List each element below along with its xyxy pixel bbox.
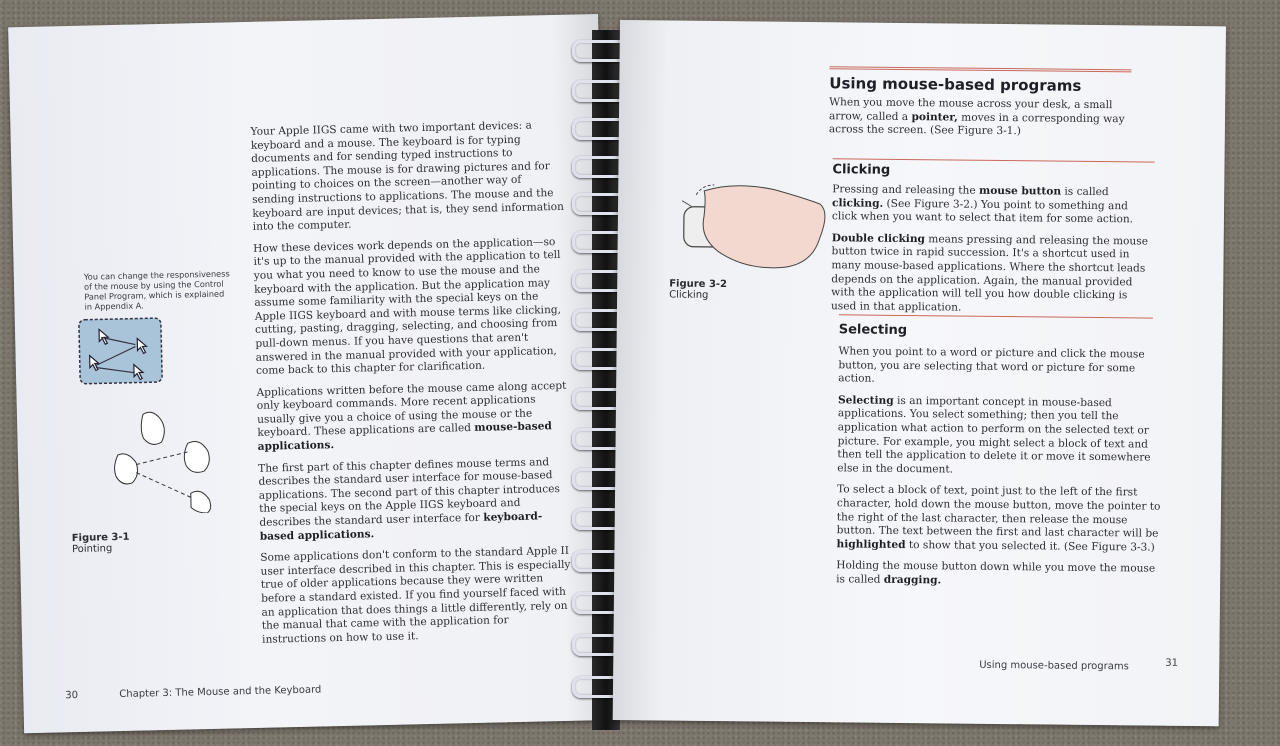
figure-number: Figure 3-2 [669, 278, 728, 291]
right-page [613, 20, 1226, 726]
left-page [8, 14, 614, 733]
clicking-heading: Clicking [832, 162, 891, 178]
dashed-lines [136, 451, 191, 498]
left-body-text [250, 119, 574, 655]
figure-caption: Clicking [669, 289, 709, 301]
paragraph-2: How these devices work depends on the application—so it's up to the manual provided with the application to tell you what you need to know to use the mouse and the keyboard with the application. But the application may assume some familiarity with the special keys on the Apple IIGS keyboard and with mouse terms like clicking, cutting, pasting, dragging, selecting, and choosing from pull-down menus. If you have questions that aren't answered in the manual provided with your application, come back to this chapter for clarification. [253, 235, 562, 377]
paragraph-4: The first part of this chapter defines mouse terms and describes the standard user interface for mouse-based applications. The second part of this chapter introduces the special keys on the Apple IIGS keyboard and describes the standard user interface for keyboard-based applications. [258, 455, 561, 543]
clicking-illustration [673, 171, 834, 273]
running-footer-right: Using mouse-based programs [979, 659, 1129, 673]
clicking-text: Pressing and releasing the mouse button is called clicking. (See Figure 3-2.) You point to something and click when you want to select that item for some action. Double clicking means pressing and releasing the mouse button twice in rapid succession. It's a shortcut used in many mouse-based applications. Where the shortcut leads depends on the application. Again, the manual provided with the application will tell you how double clicking is used in that application. [830, 183, 1149, 314]
selecting-text: When you point to a word or picture and click the mouse button, you are selecting that word or picture for some action. Selecting is an important concept in mouse-based applications. You select something; then you tell the application what action to perform on the selected text or picture. For example, you might select a block of text and then tell the application to delete it or move it somewhere else in the document. To select a block of text, point just to the left of the first character, hold down the mouse button, move the pointer to the right of the last character, then release the mouse button. The text between the first and last character will be highlighted to show that you selected it. (See Figure 3-3.) Holding the mouse button down while you move the mouse is called dragging. [836, 345, 1161, 587]
hand-icon [114, 454, 138, 485]
figure-3-2-label [669, 279, 727, 302]
hand-icon [184, 441, 210, 473]
intro-text: When you move the mouse across your desk, a small arrow, called a pointer, moves in a corresponding way across the screen. (See Figure 3-1.) [828, 96, 1125, 138]
heading-rule [829, 66, 1131, 72]
running-footer-left: Chapter 3: The Mouse and the Keyboard [119, 684, 322, 701]
paragraph-1: Your Apple IIGS came with two important devices: a keyboard and a mouse. The keyboard is for typing documents and for sending typed instructions to applications. The mouse is for drawing pictures and for pointing to choices on the screen—another way of sending instructions to applications. The mouse and the keyboard are input devices; that is, they send information into the computer. [250, 119, 565, 234]
section-heading: Using mouse-based programs [829, 74, 1082, 95]
page-number-left: 30 [65, 689, 79, 702]
figure-caption: Pointing [71, 543, 113, 556]
paragraph-5: Some applications don't conform to the standard Apple II user interface described in this chapter. This is especially true of older applications because they were written before a standard existed. If you find yourself faced with an application that does things a little differently, rely on the manual that came with the application for instructions on how to use it. [260, 545, 571, 646]
figure-3-1-label [72, 532, 130, 555]
margin-note: You can change the responsiveness of the mouse by using the Control Panel Program, which is explained in Appendix A. [83, 268, 230, 312]
hand-icon [703, 185, 826, 268]
pointing-illustration [75, 312, 239, 516]
screen-panel [79, 318, 162, 384]
hand-icons [113, 411, 210, 515]
selecting-heading: Selecting [838, 322, 908, 339]
paragraph-3: Applications written before the mouse came along accept only keyboard commands. More recent applications usually give you a choice of using the mouse or the keyboard. These applications are called mouse-based applications. [256, 379, 567, 453]
hand-icon [141, 412, 165, 445]
hand-icon [191, 491, 211, 513]
figure-number: Figure 3-1 [71, 531, 130, 545]
page-number-right: 31 [1165, 657, 1179, 669]
